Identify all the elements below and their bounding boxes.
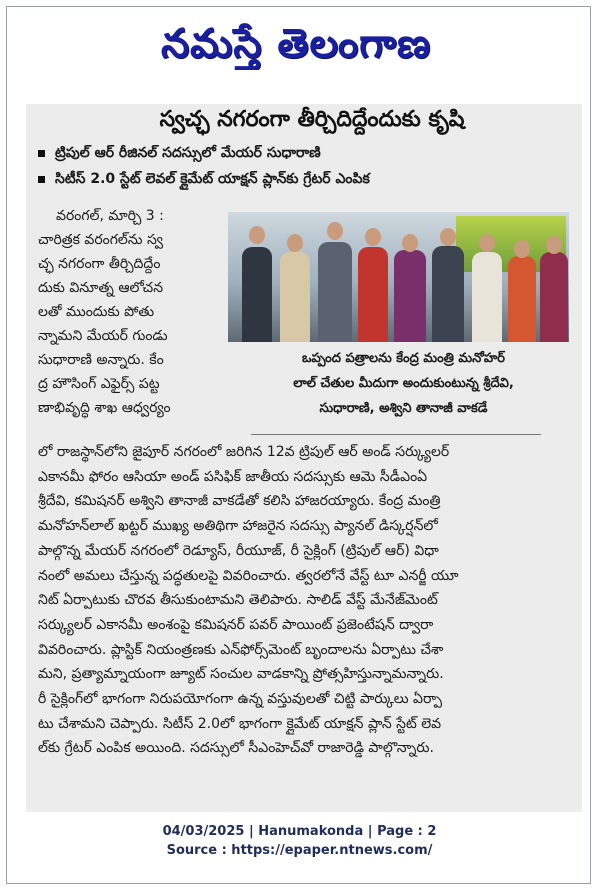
article-headline: స్వచ్ఛ నగరంగా తీర్చిదిద్దేందుకు కృషి xyxy=(159,107,465,132)
news-photo xyxy=(228,212,569,342)
body-line: శ్రీదేవి, కమిషనర్ అశ్విని తానాజీ వాకడేతో కలిసి హాజరయ్యారు. కేంద్ర మంత్రి xyxy=(38,493,441,510)
lead-line: దుకు వినూత్న ఆలోచన xyxy=(38,280,164,296)
person-figure xyxy=(394,250,426,342)
body-line: లో రాజస్థాన్‌లోని జైపూర్ నగరంలో జరిగిన 12వ ట్రిపుల్ ఆర్ అండ్ సర్క్యులర్ xyxy=(38,444,450,460)
person-figure xyxy=(540,252,568,342)
person-head xyxy=(365,228,381,246)
body-line: సర్క్యులర్ ఎకానమీ అంశంపై కమిషనర్ పవర్ పాయింట్ ప్రజెంటేషన్ ద్వారా xyxy=(38,616,434,633)
person-head xyxy=(546,236,562,254)
lead-line: ణాభివృద్ధి శాఖ ఆధ్వర్యం xyxy=(38,400,171,416)
caption-line: లాల్ చేతుల మీదుగా అందుకుంటున్న శ్రీదేవి, xyxy=(293,376,514,391)
caption-line: సుధారాణి, అశ్విని తానాజీ వాకడే xyxy=(319,401,488,416)
photo-caption xyxy=(236,346,571,421)
person-head xyxy=(287,234,303,252)
caption-line: ఒప్పంద పత్రాలను కేంద్ర మంత్రి మనోహర్ xyxy=(302,351,505,366)
body-line: ఎకానమీ ఫోరం ఆసియా అండ్ పసిఫిక్ జాతీయ సదస్సుకు ఆమె సీడీఎంఏ xyxy=(38,468,428,485)
dateline: వరంగల్, మార్చి 3 : xyxy=(56,208,164,224)
person-figure xyxy=(432,246,464,342)
person-figure xyxy=(358,247,388,342)
lead-line: ద్ర హౌసింగ్ ఎఫైర్స్ పట్ట xyxy=(38,376,160,392)
person-head xyxy=(327,222,343,240)
person-figure xyxy=(242,247,272,342)
article-body xyxy=(38,440,576,761)
body-line: టు చేశామని చెప్పారు. సిటీస్ 2.0లో భాగంగా క్లైమేట్ యాక్షన్ ప్లాన్ స్టేట్ లెవ xyxy=(38,715,442,732)
person-figure xyxy=(280,252,310,342)
lead-column xyxy=(38,204,228,420)
newspaper-masthead: నమస్తే తెలంగాణ xyxy=(160,21,432,67)
body-line: పాల్గొన్న మేయర్ నగరంలో రెడ్యూస్, రీయూజ్, రీ సైక్లింగ్ (ట్రిపుల్ ఆర్) విధా xyxy=(38,542,439,559)
body-line: నంలో అమలు చేస్తున్న పద్ధతులపై వివరించారు. త్వరలోనే వేస్ట్ టూ ఎనర్జీ యూ xyxy=(38,567,459,584)
lead-line: లతో ముందుకు పోతు xyxy=(38,304,155,320)
person-head xyxy=(479,234,495,252)
body-line: ల్‌కు గ్రేటర్ ఎంపిక అయింది. సదస్సులో సీఎంహెచ్‌వో రాజారెడ్డి పాల్గొన్నారు. xyxy=(38,740,434,757)
caption-divider xyxy=(251,434,541,435)
subheadline-2 xyxy=(38,168,573,190)
footer-source: Source : https://epaper.ntnews.com/ xyxy=(166,843,433,858)
lead-line: న్నామని మేయర్ గుండు xyxy=(38,328,168,344)
body-line: రీ సైక్లింగ్‌లో భాగంగా నిరుపయోగంగా ఉన్న వస్తువులతో చిట్టి పార్కులు ఏర్పా xyxy=(38,691,443,708)
bullet-square-icon xyxy=(38,176,45,183)
person-head xyxy=(402,234,418,252)
lead-line: చారిత్రక వరంగల్‌ను స్వ xyxy=(38,232,164,248)
lead-line: చ్ఛ నగరంగా తీర్చిదిద్దేం xyxy=(38,256,161,272)
subheadline-1 xyxy=(38,142,573,164)
body-line: నిట్ ఏర్పాటుకు చొరవ తీసుకుంటామని తెలిపారు. సాలిడ్ వేస్ట్ మేనేజ్‌మెంట్ xyxy=(38,592,438,609)
person-figure xyxy=(318,242,352,342)
page-footer xyxy=(0,822,599,860)
body-line: మని, ప్రత్యామ్నాయంగా జ్యూట్ సంచుల వాడకాన్ని ప్రోత్సహిస్తున్నామన్నారు. xyxy=(38,666,444,683)
subheadline-text: సిటీస్ 2.0 స్టేట్ లెవల్ క్లైమేట్ యాక్షన్ ప్లాన్‌కు గ్రేటర్ ఎంపిక xyxy=(55,171,370,187)
footer-date-page: 04/03/2025 | Hanumakonda | Page : 2 xyxy=(162,824,437,839)
article-clipping xyxy=(26,104,582,812)
subheadline-text: ట్రిపుల్ ఆర్ రీజినల్ సదస్సులో మేయర్ సుధారాణి xyxy=(55,145,321,161)
person-head xyxy=(514,240,530,258)
person-head xyxy=(440,228,456,246)
body-line: వివరించారు. ప్లాస్టిక్ నియంత్రణకు ఎన్‌ఫోర్స్‌మెంట్ బృందాలను ఏర్పాటు చేశా xyxy=(38,641,444,658)
person-figure xyxy=(508,256,536,342)
body-line: మనోహన్‌లాల్ ఖట్టర్ ముఖ్య అతిథిగా హాజరైన సదస్సు ప్యానల్ డిస్కర్షన్‌లో xyxy=(38,518,438,535)
lead-line: సుధారాణి అన్నారు. కేం xyxy=(38,352,164,368)
person-head xyxy=(249,226,265,244)
person-figure xyxy=(472,252,502,342)
bullet-square-icon xyxy=(38,150,45,157)
